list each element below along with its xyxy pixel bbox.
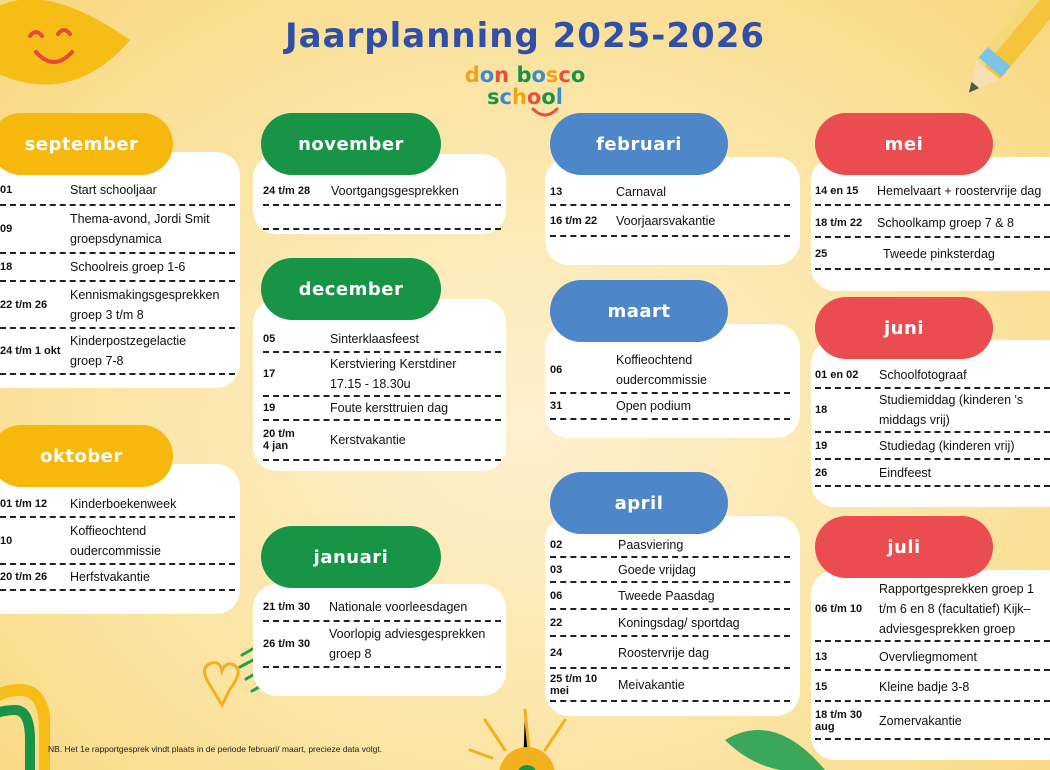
month-header-oktober: oktober [0, 425, 173, 487]
event-description: Nationale voorleesdagen [329, 600, 468, 614]
event-date: 22 t/m 26 [0, 299, 48, 311]
event-date: 31 [550, 400, 563, 412]
event-row [815, 210, 1050, 238]
event-row [263, 421, 501, 461]
event-row [815, 578, 1050, 642]
event-date: 16 t/m 22 [550, 215, 598, 227]
event-date: 24 t/m 28 [263, 185, 311, 197]
event-row [263, 397, 501, 421]
event-description: Paasviering [618, 538, 684, 552]
event-date: 26 t/m 30 [263, 638, 311, 650]
event-date: 09 [0, 223, 13, 235]
event-date: 25 [815, 248, 828, 260]
event-row [550, 670, 790, 702]
event-date: 18 [0, 261, 13, 273]
footnote: NB. Het 1e rapportgesprek vindt plaats in de periode februari/ maart, precieze data volgt. [48, 744, 383, 754]
month-header-april: april [550, 472, 728, 534]
event-description: Meivakantie [618, 678, 685, 692]
event-description: Herfstvakantie [70, 570, 150, 584]
event-row [0, 492, 235, 518]
event-date: 20 t/m 26 [0, 571, 48, 583]
event-date: 13 [550, 186, 563, 198]
month-header-juli: juli [815, 516, 993, 578]
event-description: Voortgangsgesprekken [331, 184, 459, 198]
event-date: 05 [263, 333, 276, 345]
event-date: 06 [550, 364, 563, 376]
event-description: Eindfeest [879, 466, 932, 480]
event-row [550, 611, 790, 637]
event-date: 06 t/m 10 [815, 603, 863, 615]
event-row [815, 704, 1050, 740]
event-description: Kinderboekenweek [70, 497, 177, 511]
event-row [815, 434, 1050, 460]
event-row [550, 584, 790, 610]
event-date: 18 [815, 404, 828, 416]
event-row [815, 240, 1050, 270]
event-row [263, 594, 501, 622]
event-row [550, 394, 790, 420]
event-description: Schoolfotograaf [879, 368, 967, 382]
event-row [263, 206, 501, 230]
event-row [263, 622, 501, 668]
event-date: 10 [0, 535, 13, 547]
school-logo-line2: school [487, 85, 563, 109]
event-description: Foute kersttruien dag [330, 401, 449, 415]
event-row [263, 178, 501, 206]
event-description: Kerstviering Kerstdiner 17.15 - 18.30u [330, 357, 457, 391]
event-row [550, 348, 790, 394]
month-header-mei: mei [815, 113, 993, 175]
event-description: Zomervakantie [879, 714, 962, 728]
event-row [0, 329, 235, 375]
month-header-september: september [0, 113, 173, 175]
event-row [263, 327, 501, 353]
rainbow-decoration [0, 670, 50, 770]
event-description: Thema-avond, Jordi Smit groepsdynamica [70, 212, 210, 246]
event-date: 01 t/m 12 [0, 498, 48, 510]
event-row [815, 389, 1050, 433]
event-row [0, 565, 235, 591]
month-header-december: december [261, 258, 441, 320]
event-date: 18 t/m 22 [815, 217, 863, 229]
event-date: 25 t/m 10 mei [550, 673, 598, 697]
event-date: 19 [263, 402, 276, 414]
event-date: 15 [815, 681, 828, 693]
event-date: 06 [550, 590, 563, 602]
logo-smile-icon [530, 106, 560, 120]
event-description: Open podium [616, 399, 692, 413]
event-date: 03 [550, 564, 563, 576]
event-date: 17 [263, 368, 276, 380]
month-header-februari: februari [550, 113, 728, 175]
event-description: Voorlopig adviesgesprekken groep 8 [329, 627, 486, 661]
event-row [0, 206, 235, 254]
event-description: Koffieochtend oudercommissie [70, 524, 162, 558]
event-description: Sinterklaasfeest [330, 332, 419, 346]
month-header-maart: maart [550, 280, 728, 342]
event-row [0, 176, 235, 206]
event-description: Start schooljaar [70, 183, 157, 197]
event-row [815, 363, 1050, 389]
event-row [550, 559, 790, 583]
event-date: 14 en 15 [815, 185, 859, 197]
event-row [815, 461, 1050, 487]
event-description: Kerstvakantie [330, 433, 406, 447]
event-description: Roostervrije dag [618, 646, 710, 660]
event-row [550, 207, 790, 237]
month-header-november: november [261, 113, 441, 175]
event-date: 19 [815, 440, 828, 452]
event-date: 01 [0, 184, 13, 196]
event-description: Studiedag (kinderen vrij) [879, 439, 1015, 453]
event-description: Kennismakingsgesprekken groep 3 t/m 8 [70, 288, 220, 322]
event-description: Carnaval [616, 185, 667, 199]
event-row [550, 639, 790, 669]
logo-text-don-bosco: don bosco [464, 63, 586, 87]
event-row [0, 283, 235, 329]
event-date: 20 t/m 4 jan [263, 428, 295, 452]
event-description: Studiemiddag (kinderen 's middags vrij) [879, 393, 1024, 427]
event-row [0, 519, 235, 565]
event-row [0, 254, 235, 282]
month-header-januari: januari [261, 526, 441, 588]
event-date: 13 [815, 651, 828, 663]
event-description: Koningsdag/ sportdag [618, 616, 740, 630]
event-row [815, 674, 1050, 702]
event-date: 02 [550, 539, 563, 551]
event-description: Rapportgesprekken groep 1 t/m 6 en 8 (facultatief) Kijk–adviesgesprekken groep [879, 582, 1034, 636]
event-row [815, 178, 1050, 206]
event-row [550, 180, 790, 206]
event-date: 21 t/m 30 [263, 601, 311, 613]
event-description: Goede vrijdag [618, 563, 696, 577]
event-date: 18 t/m 30 aug [815, 709, 863, 733]
event-row [550, 534, 790, 558]
event-description: Voorjaarsvakantie [616, 214, 716, 228]
event-date: 01 en 02 [815, 369, 859, 381]
event-date: 24 t/m 1 okt [0, 345, 61, 357]
event-description: Hemelvaart + roostervrije dag [877, 184, 1042, 198]
event-description: Schoolreis groep 1-6 [70, 260, 186, 274]
event-description: Koffieochtend oudercommissie [616, 353, 708, 387]
event-description: Kinderpostzegelactie groep 7-8 [70, 334, 187, 368]
page-title: Jaarplanning 2025-2026 [284, 16, 766, 56]
event-date: 22 [550, 617, 563, 629]
month-header-juni: juni [815, 297, 993, 359]
event-description: Kleine badje 3-8 [879, 680, 970, 694]
event-description: Overvliegmoment [879, 650, 977, 664]
event-description: Tweede Paasdag [618, 589, 715, 603]
event-date: 26 [815, 467, 828, 479]
event-description: Schoolkamp groep 7 & 8 [877, 216, 1014, 230]
event-row [263, 353, 501, 397]
event-date: 24 [550, 647, 563, 659]
school-logo-line1 [0, 64, 1050, 86]
event-row [815, 645, 1050, 671]
event-description: Tweede pinksterdag [883, 247, 995, 261]
